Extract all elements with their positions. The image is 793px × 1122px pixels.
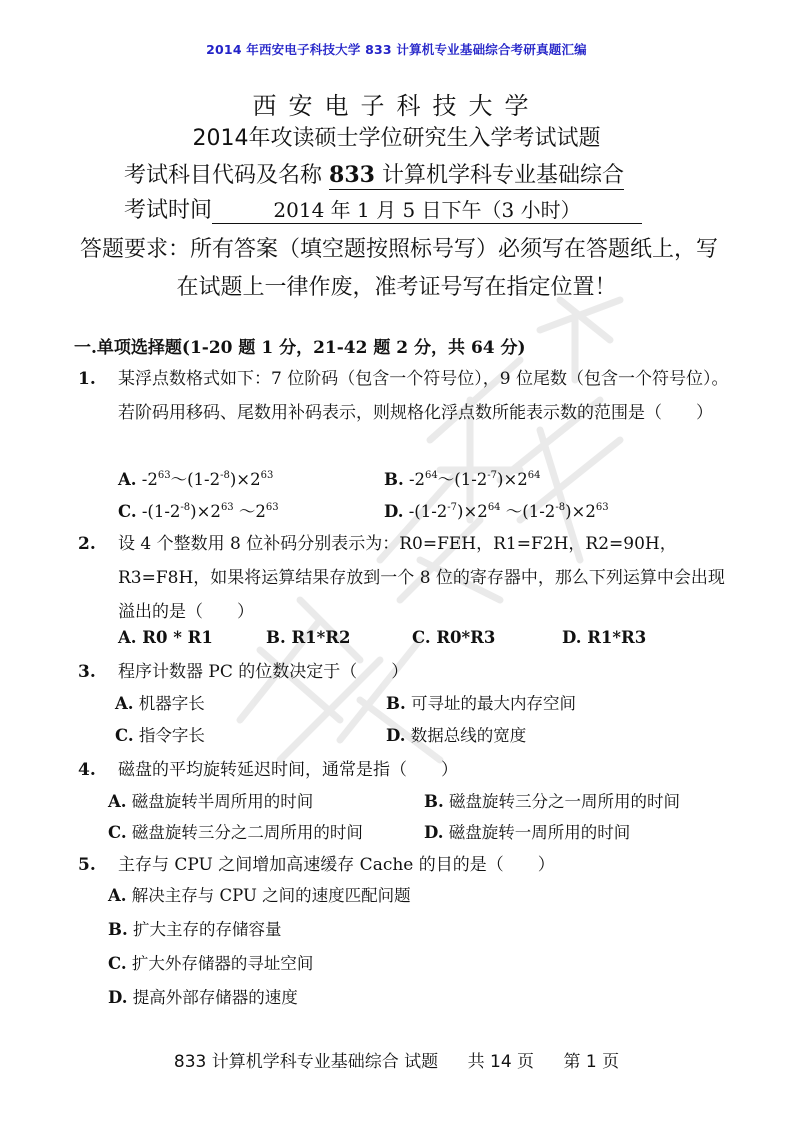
option-c: C. 扩大外存储器的寻址空间	[108, 954, 314, 973]
option-a: A. 解决主存与 CPU 之间的速度匹配问题	[108, 886, 411, 905]
footer-current-page: 第 1 页	[563, 1052, 620, 1072]
time-label: 考试时间	[124, 198, 213, 223]
question-number: 1.	[78, 369, 96, 389]
footer-title: 833 计算机学科专业基础综合 试题	[173, 1052, 439, 1072]
subject-name: 计算机学科专业基础综合	[381, 163, 624, 188]
option-a: A. 磁盘旋转半周所用的时间	[108, 792, 314, 811]
option-a: A. 机器字长	[115, 694, 205, 713]
question-stem: 主存与 CPU 之间增加高速缓存 Cache 的目的是（ ）	[118, 855, 555, 875]
option-c: C. 指令字长	[115, 726, 205, 745]
section-title: 一.单项选择题(1-20 题 1 分，21-42 题 2 分，共 64 分)	[74, 338, 526, 358]
page-footer	[0, 1047, 793, 1072]
time-value: 2014 年 1 月 5 日下午（3 小时）	[212, 194, 642, 224]
option-d: D. 数据总线的宽度	[386, 726, 527, 745]
option-d: D. 磁盘旋转一周所用的时间	[424, 823, 631, 842]
subject-line	[124, 158, 624, 189]
question-stem: 某浮点数格式如下：7 位阶码（包含一个符号位），9 位尾数（包含一个符号位）。若阶码用移码、尾数用补码表示，则规格化浮点数所能表示数的范围是（ ）	[118, 369, 729, 423]
option-c: C. $-(1-2^{-8})\times 2^{63}$ $\sim 2^{63}$	[118, 502, 279, 521]
document-banner: 2014 年西安电子科技大学 833 计算机专业基础综合考研真题汇编	[206, 42, 587, 57]
option-b: B. 可寻址的最大内存空间	[386, 694, 576, 713]
option-d: D. $-(1-2^{-7})\times 2^{64}$ $\sim(1-2^{-8})\times 2^{63}$	[384, 502, 609, 521]
question-stem: 磁盘的平均旋转延迟时间，通常是指（ ）	[118, 760, 458, 780]
question-number: 2.	[78, 534, 96, 554]
question-number: 3.	[78, 662, 96, 682]
subject-label: 考试科目代码及名称	[124, 163, 323, 188]
question-number: 4.	[78, 760, 96, 780]
exam-title: 2014年攻读硕士学位研究生入学考试试题	[192, 126, 601, 151]
option-c: C. R0*R3	[412, 628, 496, 647]
answer-requirement-line-2: 在试题上一律作废，准考证号写在指定位置！	[176, 275, 617, 300]
answer-requirement-line-1: 答题要求：所有答案（填空题按照标号写）必须写在答题纸上，写	[80, 237, 719, 262]
option-b: B. $-2^{64}\sim(1-2^{-7})\times 2^{64}$	[384, 470, 541, 489]
question-stem: 设 4 个整数用 8 位补码分别表示为：R0=FEH，R1=F2H，R2=90H，R3=F8H，如果将运算结果存放到一个 8 位的寄存器中，那么下列运算中会出现溢出的是（ ）	[118, 534, 725, 622]
option-b: B. 磁盘旋转三分之一周所用的时间	[424, 792, 680, 811]
question-stem: 程序计数器 PC 的位数决定于（ ）	[118, 662, 409, 682]
option-c: C. 磁盘旋转三分之二周所用的时间	[108, 823, 363, 842]
option-b: B. R1*R2	[266, 628, 351, 647]
university-name: 西安电子科技大学	[252, 92, 541, 120]
exam-time-line	[124, 193, 642, 224]
question-number: 5.	[78, 855, 96, 875]
footer-total-pages: 共 14 页	[467, 1052, 535, 1072]
subject-code: 833	[329, 162, 375, 188]
option-b: B. 扩大主存的存储容量	[108, 920, 282, 939]
subject-value	[329, 163, 624, 190]
option-a: A. R0 * R1	[118, 628, 213, 647]
option-d: D. R1*R3	[562, 628, 647, 647]
option-d: D. 提高外部存储器的速度	[108, 988, 298, 1007]
option-a: A. $-2^{63}\sim(1-2^{-8})\times 2^{63}$	[118, 470, 274, 489]
